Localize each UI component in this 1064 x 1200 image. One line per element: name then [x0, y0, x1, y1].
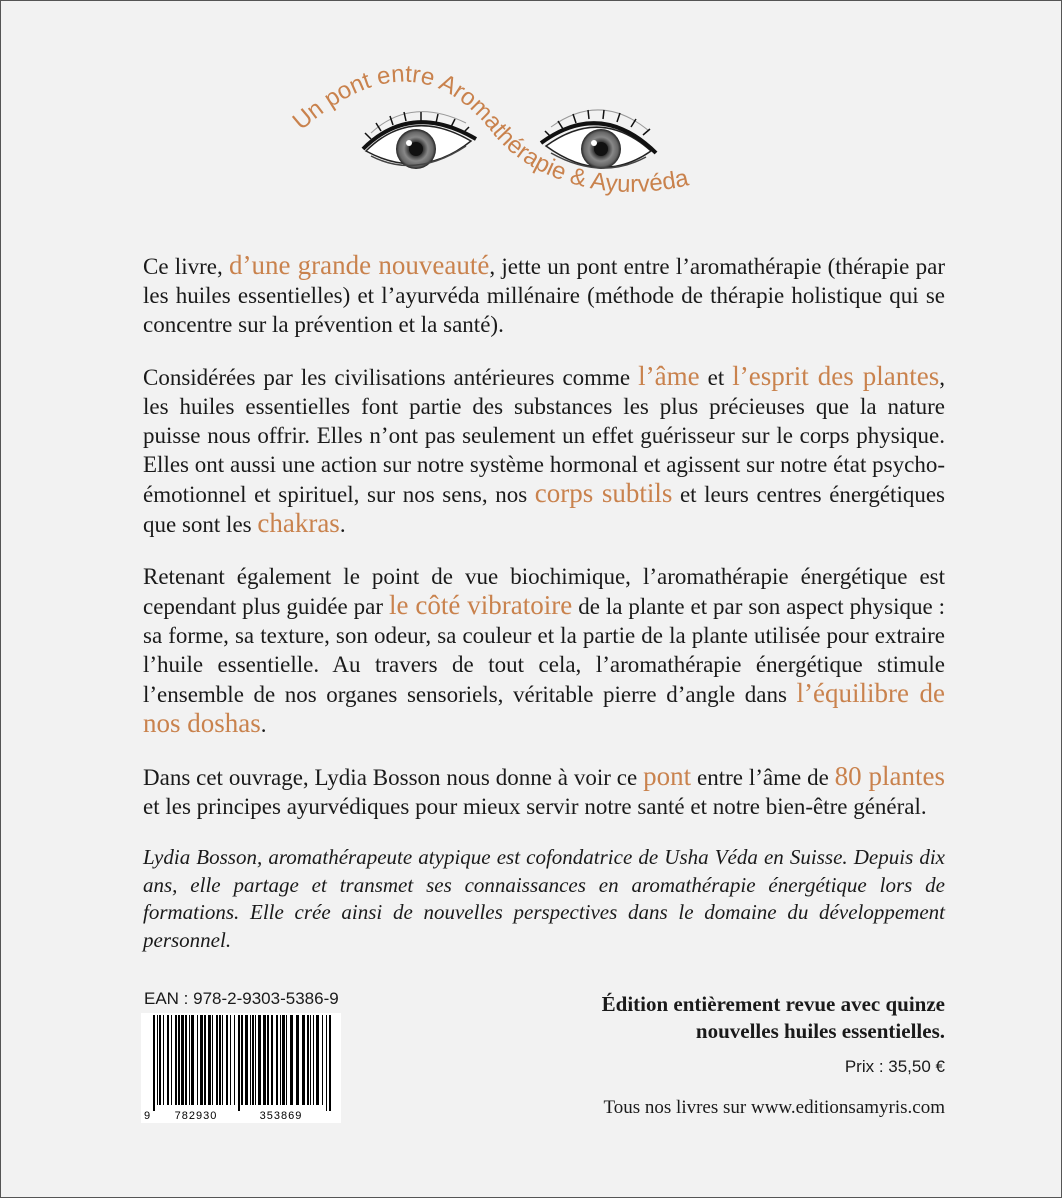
edition-line-2: nouvelles huiles essentielles. — [695, 1019, 945, 1043]
barcode-bar — [258, 1015, 261, 1105]
barcode-bar — [238, 1015, 240, 1111]
highlight-nouveaute: d’une grande nouveauté — [228, 250, 490, 280]
barcode-bar — [307, 1015, 309, 1105]
barcode-bar — [212, 1015, 213, 1105]
barcode — [141, 1013, 341, 1123]
barcode-bar — [181, 1015, 184, 1105]
highlight-80-plantes: 80 plantes — [834, 761, 946, 791]
barcode-bar — [204, 1015, 206, 1105]
barcode-bar — [276, 1015, 278, 1105]
barcode-bar — [316, 1015, 319, 1105]
barcode-bars — [153, 1015, 331, 1111]
barcode-bar — [153, 1015, 155, 1111]
barcode-lead-digit: 9 — [144, 1110, 151, 1122]
arc-title: Un pont entre Aromathérapie & Ayurvéda — [287, 61, 692, 198]
barcode-bar — [171, 1015, 172, 1105]
highlight-esprit-des-plantes: l’esprit des plantes — [732, 361, 940, 391]
edition-line-1: Édition entièrement revue avec quinze — [601, 992, 945, 1016]
barcode-bar — [267, 1015, 269, 1105]
barcode-bar — [222, 1015, 223, 1105]
highlight-ame: l’âme — [638, 361, 700, 391]
author-bio: Lydia Bosson, aromathérapeute atypique est cofondatrice de Usha Véda en Suisse. Depuis dix ans, elle partage et transmet ses connaissances en aromathérapie énergétique lors de formations. Elle crée ainsi de nouvelles perspectives dans le domaine du développement personnel. — [143, 845, 945, 952]
description — [143, 251, 945, 844]
price: Prix : 35,50 € — [844, 1057, 945, 1076]
edition-note — [561, 991, 945, 1045]
highlight-cote-vibratoire: le côté vibratoire — [388, 590, 573, 620]
barcode-bar — [280, 1015, 281, 1105]
barcode-bar — [329, 1015, 331, 1111]
barcode-left-digits: 782930 — [174, 1110, 218, 1122]
ean-label: EAN : 978-2-9303-5386-9 — [144, 989, 339, 1008]
barcode-right-digits: 353869 — [259, 1110, 303, 1122]
barcode-bar — [255, 1015, 256, 1105]
barcode-bar — [191, 1015, 194, 1105]
paragraph-4: Dans cet ouvrage, Lydia Bosson nous donne à voir ce pont entre l’âme de 80 plantes et les principes ayurvédiques pour mieux servir notre santé et notre bien-être général. — [143, 761, 946, 819]
highlight-corps-subtils: corps subtils — [534, 478, 673, 508]
barcode-bar — [216, 1015, 218, 1105]
barcode-bar — [326, 1015, 327, 1111]
barcode-bar — [219, 1015, 221, 1105]
barcode-bar — [286, 1015, 287, 1105]
barcode-bar — [230, 1015, 231, 1105]
barcode-bar — [245, 1015, 248, 1105]
barcode-bar — [310, 1015, 311, 1105]
barcode-bar — [290, 1015, 293, 1105]
header-art — [271, 61, 771, 261]
barcode-bar — [241, 1015, 243, 1105]
eye-left-icon — [363, 112, 476, 169]
barcode-bar — [271, 1015, 273, 1105]
barcode-bar — [163, 1015, 164, 1105]
barcode-bar — [159, 1015, 161, 1105]
barcode-bar — [185, 1015, 187, 1105]
barcode-bar — [200, 1015, 203, 1105]
website-line: Tous nos livres sur www.editionsamyris.com — [603, 1097, 945, 1118]
paragraph-3: Retenant également le point de vue biochimique, l’aromathérapie énergétique est cependant plus guidée par le côté vibratoire de la plante et par son aspect physique : sa forme, sa texture, son odeur, sa couleur et la partie de la plante utilisée pour extraire l’huile essentielle. Au travers de tout cela, l’aromathérapie énergétique stimule l’ensemble de nos organes sensoriels, véritable pierre d’angle dans l’équilibre de nos doshas. — [143, 564, 945, 738]
highlight-chakras: chakras — [257, 508, 340, 538]
barcode-bar — [282, 1015, 285, 1105]
highlight-equilibre-doshas: l’équilibre de nos doshas — [143, 678, 945, 738]
barcode-bar — [302, 1015, 305, 1105]
highlight-pont: pont — [643, 761, 692, 791]
barcode-bar — [197, 1015, 198, 1105]
barcode-bar — [250, 1015, 251, 1105]
barcode-bar — [263, 1015, 266, 1105]
barcode-bar — [226, 1015, 228, 1105]
barcode-bar — [189, 1015, 190, 1105]
barcode-bar — [322, 1015, 323, 1105]
barcode-bar — [208, 1015, 211, 1105]
barcode-bar — [175, 1015, 177, 1105]
barcode-bar — [178, 1015, 180, 1105]
barcode-bar — [296, 1015, 299, 1105]
barcode-bar — [234, 1015, 235, 1105]
barcode-bar — [313, 1015, 314, 1105]
barcode-bar — [252, 1015, 254, 1105]
barcode-bar — [157, 1015, 158, 1105]
paragraph-2: Considérées par les civilisations antérieures comme l’âme et l’esprit des plantes, les huiles essentielles font partie des substances les plus précieuses que la nature puisse nous offrir. Elles n’ont pas seulement un effet guérisseur sur le corps physique. Elles ont aussi une action sur notre système hormonal et agissent sur notre état psycho-émotionnel et spirituel, sur nos sens, nos corps subtils et leurs centres énergétiques que sont les chakras. — [143, 361, 946, 538]
paragraph-1: Ce livre, d’une grande nouveauté, jette un pont entre l’aromathérapie (thérapie par les huiles essentielles) et l’ayurvéda millénaire (méthode de thérapie holistique qui se concentre sur la prévention et la santé). — [143, 250, 945, 337]
barcode-bar — [167, 1015, 169, 1105]
